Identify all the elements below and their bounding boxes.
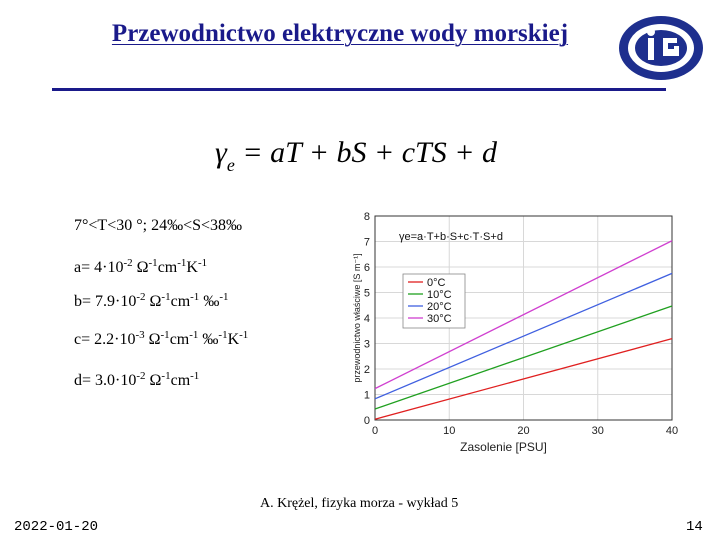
legend-label: 20°C — [427, 301, 452, 313]
formula-rhs: = aT + bS + cTS + d — [234, 136, 497, 169]
param-d-line — [74, 370, 200, 389]
param-a-unit-exp: -1 — [177, 257, 187, 269]
param-c-unit-exp: -1 — [189, 329, 199, 341]
param-c-exp: -3 — [135, 329, 145, 341]
param-c-text: c= 2.2·10 — [74, 331, 136, 348]
param-c-unit: cm — [169, 331, 190, 348]
param-c-unit: K — [227, 331, 240, 348]
param-range-text: 7°<T<30 °; 24‰<S<38‰ — [74, 217, 243, 234]
param-b-text: b= 7.9·10 — [74, 293, 137, 310]
formula-gamma-subscript: e — [226, 155, 235, 175]
y-tick-label: 8 — [363, 211, 370, 223]
param-d-text: d= 3.0·10 — [74, 372, 137, 389]
param-a-text: a= 4·10 — [74, 259, 124, 276]
param-d-unit: Ω — [145, 372, 162, 389]
y-tick-label: 1 — [363, 389, 370, 402]
y-tick-label: 6 — [363, 262, 370, 274]
formula-gamma: γ — [215, 136, 227, 169]
param-a-unit: Ω — [132, 259, 149, 276]
university-logo — [615, 12, 707, 84]
param-range-line — [74, 218, 242, 234]
param-c-unit: ‰ — [198, 331, 219, 348]
param-c-unit-exp: -1 — [239, 329, 249, 341]
param-a-unit-exp: -1 — [197, 257, 208, 269]
footer-source: A. Krężel, fizyka morza - wykład 5 — [260, 496, 459, 511]
y-tick-label: 5 — [363, 287, 370, 300]
title-underline-rule — [52, 88, 666, 91]
y-axis-label: przewodnictwo właściwe [S m⁻¹] — [352, 253, 362, 383]
y-tick-label: 3 — [363, 338, 370, 351]
x-axis-label: Zasolenie [PSU] — [460, 440, 547, 454]
footer-date: 2022-01-20 — [14, 519, 99, 535]
param-c-unit: Ω — [144, 331, 161, 348]
param-c-unit-exp: -1 — [218, 329, 228, 341]
legend-label: 10°C — [427, 289, 452, 301]
x-tick-label: 20 — [517, 425, 530, 437]
chart-annotation: γe=a·T+b·S+c·T·S+d — [399, 231, 503, 243]
x-tick-label: 10 — [443, 425, 456, 437]
legend-label: 0°C — [427, 277, 446, 289]
x-tick-label: 30 — [591, 425, 604, 437]
conductivity-chart — [340, 205, 690, 467]
param-c-unit-exp: -1 — [160, 329, 170, 341]
param-b-exp: -2 — [136, 291, 146, 303]
param-a-exp: -2 — [123, 257, 133, 269]
conductivity-formula — [215, 136, 497, 175]
x-tick-label: 0 — [371, 425, 379, 437]
param-b-unit-exp: -1 — [161, 291, 171, 303]
page-number: 14 — [686, 519, 703, 535]
param-a-unit: K — [186, 259, 198, 276]
param-b-unit-exp: -1 — [219, 291, 229, 303]
legend-label: 30°C — [427, 313, 452, 325]
param-b-unit: cm — [170, 293, 191, 310]
param-b-unit: Ω — [145, 293, 162, 310]
y-tick-label: 7 — [363, 236, 370, 249]
param-b-unit: ‰ — [199, 293, 220, 310]
y-tick-label: 4 — [363, 313, 370, 325]
slide-title: Przewodnictwo elektryczne wody morskiej — [111, 20, 569, 47]
param-b-line — [74, 291, 229, 310]
param-c-line — [74, 329, 249, 348]
y-tick-label: 0 — [363, 415, 370, 427]
x-tick-label: 40 — [665, 425, 679, 437]
param-a-unit: cm — [157, 259, 178, 276]
param-d-unit: cm — [170, 372, 191, 389]
param-a-line — [74, 257, 208, 276]
param-b-unit-exp: -1 — [190, 291, 200, 303]
y-tick-label: 2 — [363, 364, 370, 376]
param-d-unit-exp: -1 — [190, 370, 200, 382]
param-d-unit-exp: -1 — [161, 370, 171, 382]
param-d-exp: -2 — [136, 370, 146, 382]
param-a-unit-exp: -1 — [148, 257, 158, 269]
